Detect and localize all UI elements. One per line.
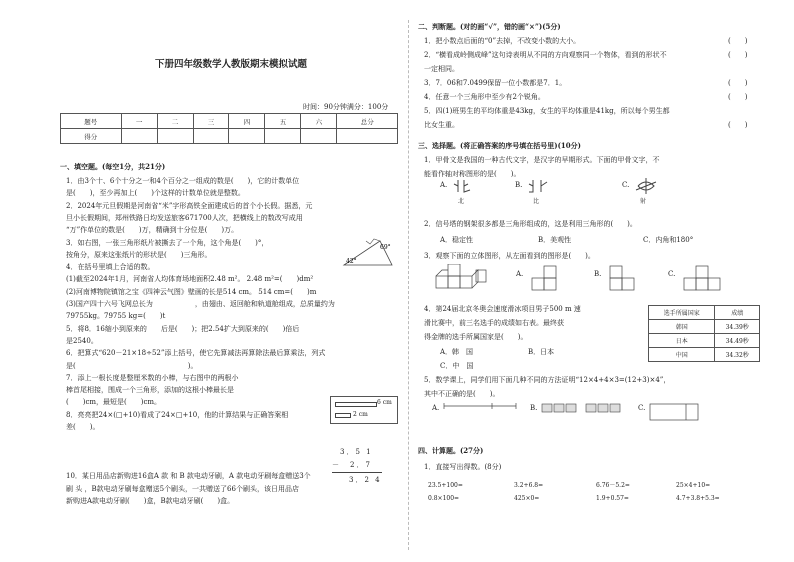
subsection-heading: 1．直接写出得数。(8分) xyxy=(424,463,502,471)
table-cell: 中国 xyxy=(649,348,715,362)
question-line: 滑比赛中，前三名选手的成绩如右表。最终获 xyxy=(424,319,564,327)
question-line: 棒首尾相接，围成一个三角形，添加的这根小棒最长是 xyxy=(66,386,234,395)
option-label[interactable]: A. xyxy=(516,270,524,278)
score-cell[interactable] xyxy=(337,129,398,144)
score-header-cell: 一 xyxy=(121,114,157,129)
view-option-c[interactable] xyxy=(682,264,726,292)
score-cell[interactable] xyxy=(193,129,229,144)
option-c[interactable]: C．中 国 xyxy=(440,362,474,370)
vertical-calculation xyxy=(330,446,386,490)
calc-rule xyxy=(332,472,382,473)
table-row xyxy=(649,348,760,362)
question-line: 旦小长假期间，郑州铁路日均发送旅客671700人次，把横线上的数改写成用 xyxy=(66,213,303,222)
question-line: 差( )。 xyxy=(66,423,100,431)
question-line: 能看作轴对称图形的是( )。 xyxy=(424,170,521,178)
option-b[interactable]: B．美观性 xyxy=(538,236,572,244)
calc-item: 23.5+100= xyxy=(428,482,463,489)
question-line: ( )cm，最短是( )cm。 xyxy=(66,398,162,407)
judge-line: 4．任意一个三角形中至少有2个锐角。 xyxy=(424,93,545,101)
long-stick xyxy=(335,402,377,407)
score-row-label: 得分 xyxy=(61,129,122,144)
question-line: 5．数学课上，同学们用下面几种不同的方法证明“12×4+4×3=(12+3)×4”， xyxy=(424,376,671,384)
section-heading: 三、选择题。(将正确答案的序号填在括号里)(10分) xyxy=(418,141,581,150)
score-cell[interactable] xyxy=(265,129,301,144)
question-line: 10．某日用品店新购进16盒A 款 和 B 款电动牙刷，A 款电动牙刷每盒赠送3个 xyxy=(66,472,311,481)
oracle-char-icon xyxy=(452,178,476,196)
option-label[interactable]: B. xyxy=(594,270,602,278)
score-header-cell: 总分 xyxy=(337,114,398,129)
question-line: 1．甲骨文是我国的一种古代文字，是汉字的早期形式。下面的甲骨文字，不 xyxy=(424,156,660,164)
calc-line: 3．5 1 xyxy=(340,448,373,456)
short-stick xyxy=(335,413,351,418)
option-a[interactable]: A．韩 国 xyxy=(440,348,474,356)
score-cell[interactable] xyxy=(229,129,265,144)
proof-figure-a xyxy=(442,398,522,424)
table-cell: 34.49秒 xyxy=(715,334,760,348)
view-option-b[interactable] xyxy=(608,264,648,292)
table-row xyxy=(649,320,760,334)
oracle-char-icon xyxy=(634,176,658,196)
calc-item: 4.7+3.8+5.3= xyxy=(676,495,720,502)
table-cell: 34.39秒 xyxy=(715,320,760,334)
answer-bracket[interactable]: ( ) xyxy=(728,121,748,129)
table-header: 成绩 xyxy=(715,306,760,320)
score-cell[interactable] xyxy=(157,129,193,144)
table-cell: 34.32秒 xyxy=(715,348,760,362)
score-header-cell: 四 xyxy=(229,114,265,129)
option-label[interactable]: B. xyxy=(515,181,523,189)
calc-item: 25×4+10= xyxy=(676,482,711,489)
score-header-cell: 二 xyxy=(157,114,193,129)
option-label[interactable]: B. xyxy=(530,404,538,412)
table-row xyxy=(649,334,760,348)
question-line: 2．2024年元旦假期是河南省“米”字形高铁全面建成后的首个小长假。据悉，元 xyxy=(66,201,313,210)
judge-line: 2．“横看成岭侧成峰”这句诗表明从不同的方向观察同一个物体，看到的形状不 xyxy=(424,51,667,59)
score-cell[interactable] xyxy=(121,129,157,144)
calc-item: 6.76－5.2= xyxy=(596,482,630,489)
option-c[interactable]: C．内角和180° xyxy=(643,236,694,244)
table-cell: 韩国 xyxy=(649,320,715,334)
section-heading: 二、判断题。(对的画“√”，错的画“×”)(5分) xyxy=(418,22,561,31)
question-line: 得金牌的选手所属国家是( )。 xyxy=(424,333,528,341)
option-label[interactable]: C. xyxy=(668,270,676,278)
ranking-table xyxy=(648,305,760,362)
question-line: 7．添上一根长度是整厘米数的小棒，与右图中的两根小 xyxy=(66,373,239,382)
calc-item: 425×0= xyxy=(514,495,540,502)
question-line: 4．第24届北京冬奥会速度滑冰项目男子500 m 速 xyxy=(424,305,581,313)
choice-q2: 2．信号塔的钢架很多都是三角形组成的，这是利用三角形的( )。 xyxy=(424,220,637,228)
cube-stack-figure xyxy=(432,264,492,294)
score-table xyxy=(60,113,398,144)
proof-figure-c xyxy=(648,398,728,428)
answer-bracket[interactable]: ( ) xyxy=(728,79,748,87)
answer-bracket[interactable]: ( ) xyxy=(728,37,748,45)
choice-q3: 3．观察下面的立体图形，从左面看到的图形是( )。 xyxy=(424,252,595,260)
oracle-char-caption: 射 xyxy=(640,198,647,205)
view-option-a[interactable] xyxy=(530,264,570,292)
angle-label: 69° xyxy=(380,244,391,251)
question-line: 4．在括号里填上合适的数。 xyxy=(66,263,155,272)
question-line: 1．由3个十、6个十分之一和4个百分之一组成的数是( )，它的计数单位 xyxy=(66,177,300,185)
table-cell: 日本 xyxy=(649,334,715,348)
score-header-cell: 题号 xyxy=(61,114,122,129)
judge-line: 比女生重。 xyxy=(424,121,459,129)
answer-bracket[interactable]: ( ) xyxy=(728,51,748,59)
stick-label: 6 cm xyxy=(377,399,392,406)
question-line: 8．亮亮把24×(□+10)看成了24×□+10，他的计算结果与正确答案相 xyxy=(66,410,289,419)
page-title: 下册四年级数学人教版期末模拟试题 xyxy=(155,59,308,70)
judge-line: 一定相同。 xyxy=(424,65,459,73)
score-cell[interactable] xyxy=(301,129,337,144)
option-label[interactable]: A. xyxy=(440,181,448,189)
oracle-char-icon xyxy=(527,178,551,196)
judge-line: 1．把小数点后面的“0”去掉，不改变小数的大小。 xyxy=(424,37,581,45)
calc-line: － 2．7 xyxy=(332,461,372,469)
question-line: 是( )。 xyxy=(66,361,198,370)
option-label[interactable]: C. xyxy=(638,404,646,412)
calc-line: 3．2 4 xyxy=(340,476,382,484)
answer-bracket[interactable]: ( ) xyxy=(728,93,748,101)
question-line: (1)截至2024年1月，河南省人均体育场地面积2.48 m²。 2.48 m²=( )dm² xyxy=(66,275,314,284)
question-line: 5．将8．16缩小到原来的 后是( )；把2.54扩大到原来的( )倍后 xyxy=(66,324,300,333)
question-line: “万”作单位的数是( )万，精确到十分位是( )万。 xyxy=(66,226,239,235)
proof-figure-b xyxy=(540,398,632,424)
calc-item: 0.8×100= xyxy=(428,495,460,502)
option-a[interactable]: A．稳定性 xyxy=(440,236,474,244)
angle-label: 42° xyxy=(346,258,357,265)
question-line: 是2540。 xyxy=(66,336,98,345)
stick-label: 2 cm xyxy=(353,411,368,418)
question-line: 刷 头 ，B款电动牙刷每盒赠送5个刷头，一共赠送了66个刷头，该日用品店 xyxy=(66,484,299,493)
option-b[interactable]: B．日本 xyxy=(528,348,555,356)
oracle-char-caption: 比 xyxy=(533,198,540,205)
section-heading: 四、计算题。(27分) xyxy=(418,446,484,455)
table-header: 选手所属国家 xyxy=(649,306,715,320)
score-header-cell: 五 xyxy=(265,114,301,129)
question-line: 是( )，至少再加上( )个这样的计数单位就是整数。 xyxy=(66,189,245,198)
column-divider xyxy=(408,20,409,550)
question-line: 6．把算式“620－21×18÷52”添上括号，使它先算减法再算除法最后算乘法，列式 xyxy=(66,349,326,358)
option-label[interactable]: C. xyxy=(622,181,630,189)
judge-line: 5．四(1)班男生的平均体重是43kg，女生的平均体重是41kg，所以每个男生都 xyxy=(424,107,670,115)
question-line: 新购进A款电动牙刷( )盒，B款电动牙刷( )盒。 xyxy=(66,496,235,505)
oracle-char-caption: 北 xyxy=(458,198,465,205)
question-line: 79755kg。79755 kg=( )t xyxy=(66,312,166,321)
option-label[interactable]: A. xyxy=(432,404,440,412)
question-line: 按角分，原来这张纸片的形状是( )三角形。 xyxy=(66,250,212,259)
question-line: (2)河南博物院镇馆之宝《四神云气图》壁画的长是514 cm。 514 cm=( )m xyxy=(66,287,317,296)
torn-triangle-figure xyxy=(340,237,398,267)
judge-line: 3．7．06和7.0499保留一位小数都是7．1。 xyxy=(424,79,567,87)
question-line: (3)国产四十六号飞网总长为 ，由翅由、返回舱和轨道舱组成，总质量约为 xyxy=(66,300,335,308)
calc-item: 3.2+6.8= xyxy=(514,482,544,489)
exam-meta: 时间：90分钟满分：100分 xyxy=(303,103,389,111)
sticks-figure xyxy=(330,396,398,424)
score-header-cell: 六 xyxy=(301,114,337,129)
calc-item: 1.9+0.57= xyxy=(596,495,629,502)
question-line: 其中不正确的是( )。 xyxy=(424,390,500,398)
section-heading: 一、填空题。(每空1分，共21分) xyxy=(60,162,166,171)
question-line: 3．如右图，一张三角形纸片被撕去了一个角，这个角是( )°， xyxy=(66,238,269,247)
score-header-cell: 三 xyxy=(193,114,229,129)
